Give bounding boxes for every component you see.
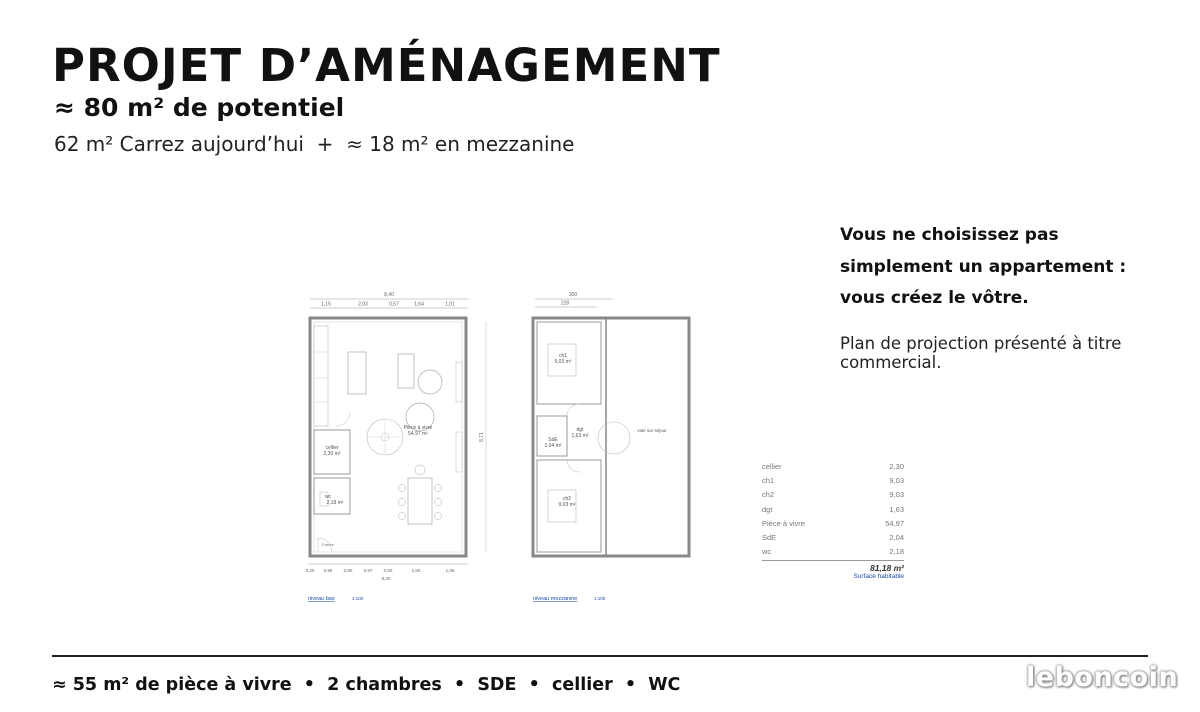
surface-room-value: 2,30 [889, 462, 904, 471]
disclaimer-note: Plan de projection présenté à titre commercial. [840, 334, 1122, 372]
room-dgt-name: dgt [576, 427, 584, 433]
page-title: PROJET D’AMÉNAGEMENT [52, 39, 721, 92]
footer-divider [52, 655, 1148, 657]
surface-room-name: ch2 [762, 490, 775, 500]
room-sde-area: 2,04 m² [544, 443, 562, 449]
room-ch1-name: ch1 [558, 353, 568, 359]
mezzanine-plan [533, 292, 689, 602]
pitch-text [840, 220, 1180, 315]
dim-top: 1,01 [445, 301, 455, 308]
surface-row [762, 474, 904, 488]
room-dgt-area: 1,63 m² [571, 433, 589, 439]
surface-row [762, 545, 904, 559]
dim-top: 0,57 [389, 301, 399, 308]
dim-bottom: 0,90 [343, 568, 353, 573]
room-ch1-area: 9,03 m² [554, 359, 572, 365]
surface-table [762, 460, 904, 580]
surface-room-name: SdE [762, 532, 777, 542]
room-ch2-name: ch2 [562, 496, 572, 502]
mezzanine-scale: 1:100 [594, 596, 606, 601]
surface-room-value: 2,18 [889, 547, 904, 557]
dim-mezz-outer: 300 [568, 292, 578, 298]
surface-room-value: 9,03 [889, 476, 904, 486]
mezzanine-label: niveau mezzanine [533, 596, 578, 602]
room-entry: Entrée [322, 542, 334, 547]
surface-room-name: ch1 [762, 476, 775, 486]
dim-top: 2,03 [358, 301, 368, 308]
pitch-line: simplement un appartement : [840, 256, 1127, 277]
surface-breakdown: 62 m² Carrez aujourd’hui + ≈ 18 m² en mezzanine [54, 132, 575, 156]
surface-row [762, 503, 904, 517]
surface-row [762, 488, 904, 502]
dim-bottom: 0,50 [383, 568, 393, 573]
dim-bottom: 0,95 [323, 568, 333, 573]
dim-bottom: 0,97 [363, 568, 373, 573]
dim-bottom-total: 8,40 [381, 576, 391, 581]
floor-plans [290, 282, 667, 610]
dim-mezz-inner: 228 [560, 300, 570, 307]
room-cellier-area: 2,30 m² [323, 451, 341, 457]
pitch-line: vous créez le vôtre. [840, 288, 1029, 308]
potential-subtitle: ≈ 80 m² de potentiel [54, 93, 345, 122]
dim-total-width: 8,40 [384, 292, 394, 298]
surface-row [762, 460, 904, 474]
dim-top: 1,64 [414, 301, 424, 308]
room-living-area: 54,97 m² [408, 431, 428, 437]
surface-total-label: Surface habitable [853, 573, 904, 581]
feature-summary: ≈ 55 m² de pièce à vivre • 2 chambres • SDE • cellier • WC [52, 675, 681, 695]
room-living-name: Pièce à vivre [403, 425, 433, 431]
room-cellier-name: cellier [325, 445, 339, 451]
dim-top: 1,15 [321, 301, 331, 308]
surface-room-name: dgt [762, 504, 773, 514]
surface-total: 81,18 m² [762, 560, 904, 573]
dim-bottom: 1,60 [411, 568, 421, 573]
lower-level-label: niveau bas [308, 596, 335, 602]
surface-room-value: 2,04 [889, 532, 904, 542]
surface-room-value: 54,97 [885, 518, 904, 528]
pitch-line: Vous ne choisissez pas [840, 225, 1059, 245]
surface-room-value: 1,63 [889, 504, 904, 514]
surface-row [762, 531, 904, 545]
room-wc-area: 2,18 m² [326, 500, 344, 506]
dim-bottom: 0,20 [305, 568, 315, 573]
room-sde-name: SdE [548, 437, 558, 443]
room-wc-name: wc [324, 494, 332, 500]
dim-bottom: 1,06 [445, 568, 455, 573]
surface-room-name: wc [762, 547, 772, 557]
leboncoin-watermark: leboncoin [1026, 662, 1179, 693]
void-label: vide sur séjour [637, 428, 667, 433]
surface-room-name: cellier [762, 462, 782, 471]
surface-row [762, 517, 904, 531]
dim-height: 8,71 [479, 432, 485, 442]
surface-room-name: Pièce à vivre [762, 518, 805, 528]
lower-level-plan [306, 292, 486, 602]
room-ch2-area: 9,03 m² [558, 502, 576, 508]
surface-room-value: 9,03 [889, 490, 904, 500]
lower-level-scale: 1:100 [352, 596, 364, 601]
